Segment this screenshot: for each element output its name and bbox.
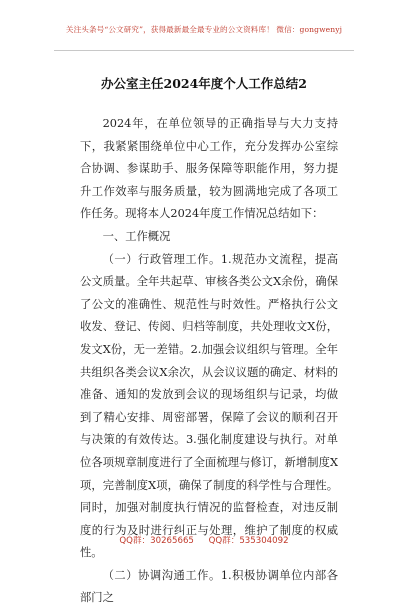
document-title: 办公室主任2024年度个人工作总结2: [101, 76, 307, 91]
footer-qq-group-2: QQ群：535304092: [208, 536, 289, 546]
intro-paragraph: 2024年，在单位领导的正确指导与大力支持下，我紧紧围绕单位中心工作，充分发挥办公室综合协调、参谋助手、服务保障等职能作用，努力提升工作效率与服务质量，较为圆满地完成了各项工作任务。现将本人2024年度工作情况总结如下：: [80, 117, 338, 221]
footer-contacts: [0, 534, 408, 546]
header-banner: 关注头条号“公文研究”，获得最新最全最专业的公文资料库！ 微信：gongwenyj: [65, 25, 343, 34]
header-divider: [54, 50, 354, 51]
section-heading: 一、工作概况: [102, 229, 171, 243]
coordination-paragraph: （二）协调沟通工作。1.积极协调单位内部各部门之: [80, 568, 338, 605]
admin-work-paragraph: （一）行政管理工作。1.规范办文流程，提高公文质量。全年共起草、审核各类公文X余份，确保了公文的准确性、规范性与时效性。严格执行公文收发、登记、传阅、归档等制度，共处理收文X份，发文X份，无一差错。2.加强会议组织与管理。全年共组织各类会议X余次，从会议议题的确定、材料的准备、通知的发放到会议的现场组织与记录，均做到了精心安排、周密部署，保障了会议的顺利召开与决策的有效传达。3.强化制度建设与执行。对单位各项规章制度进行了全面梳理与修订，新增制度X项，完善制度X项，确保了制度的科学性与合理性。同时，加强对制度执行情况的监督检查，对违反制度的行为及时进行纠正与处理，维护了制度的权威性。: [80, 252, 338, 560]
footer-qq-group-1: QQ群：30265665: [119, 536, 194, 546]
